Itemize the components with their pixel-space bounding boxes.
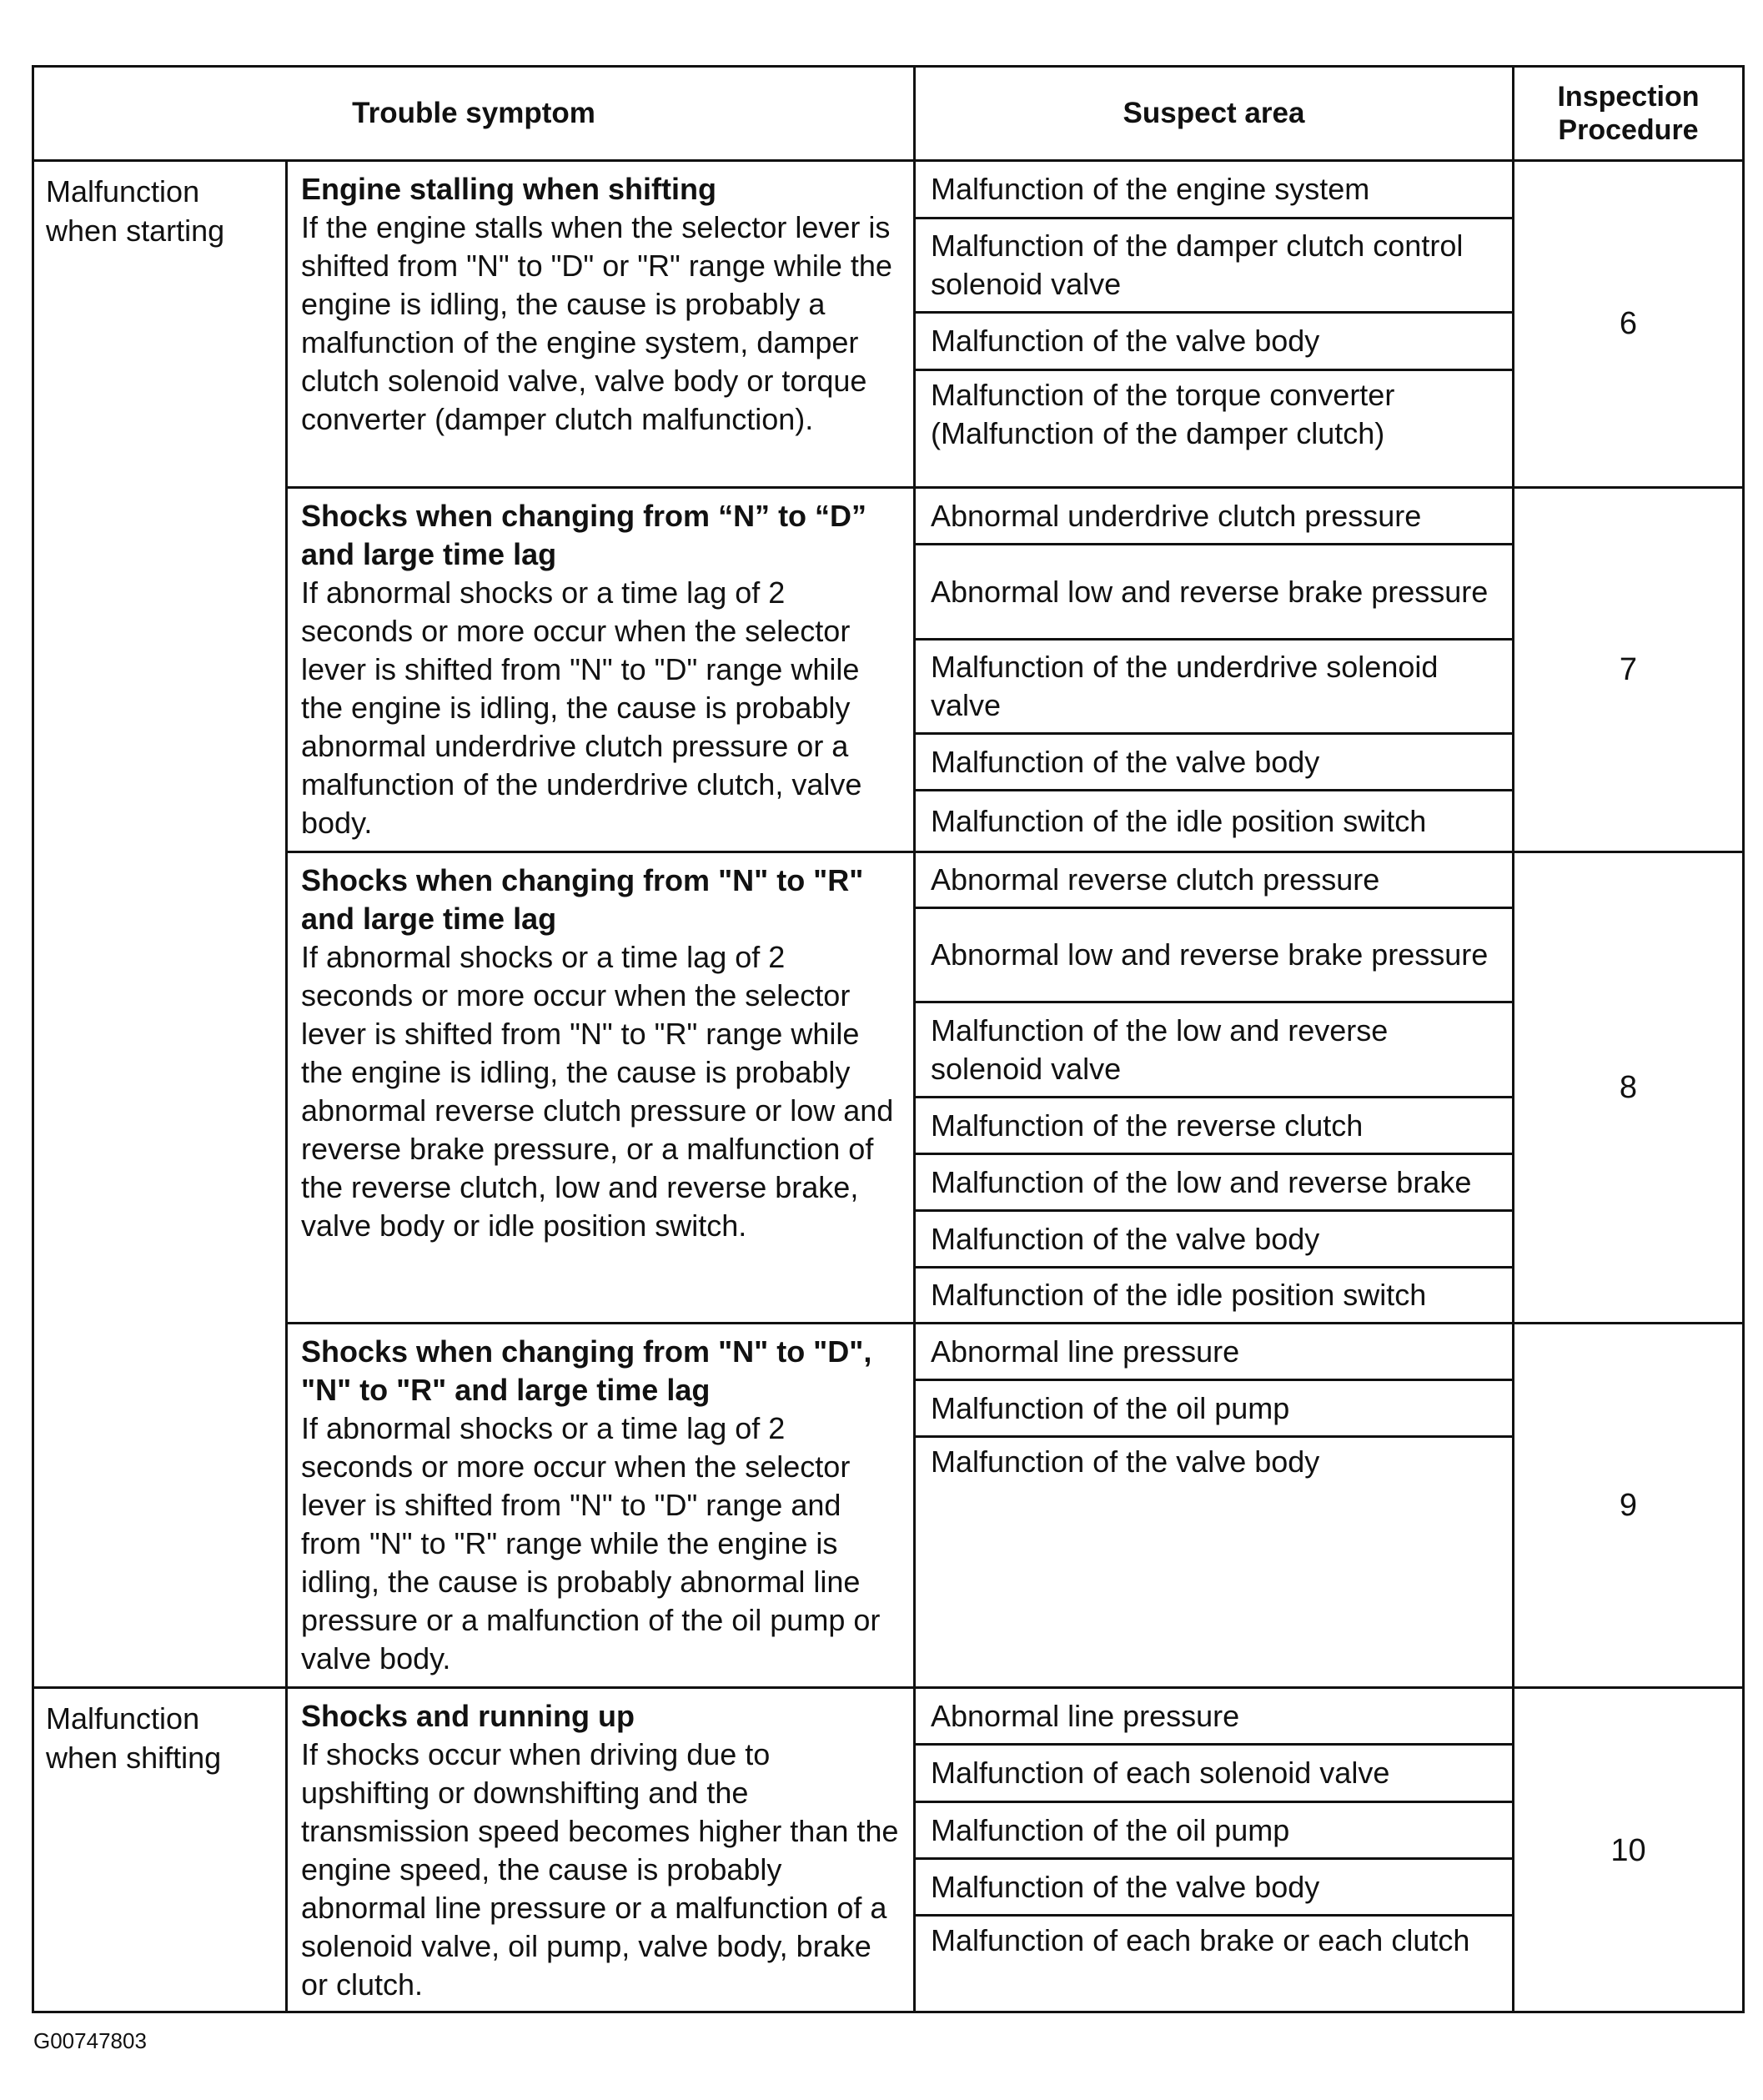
suspect-item: Malfunction of each brake or each clutch (931, 1923, 1470, 1957)
suspect-item: Malfunction of the oil pump (916, 1803, 1512, 1860)
symptom-title: Shocks and running up (301, 1699, 635, 1733)
symptom-description: If shocks occur when driving due to upshifting or downshifting and the transmission speed becomes higher than the engine speed, the cause is probably abnormal line pressure or a malfunction of a solenoid valve, oil pump, valve body, brake or clutch. (301, 1737, 899, 2002)
suspect-item: Malfunction of each solenoid valve (916, 1746, 1512, 1803)
symptom-cell (288, 162, 916, 489)
suspect-item: Malfunction of the oil pump (916, 1381, 1512, 1438)
symptom-cell (288, 489, 916, 853)
procedure-number: 9 (1514, 1324, 1742, 1689)
suspect-list (916, 162, 1514, 489)
symptom-description: If abnormal shocks or a time lag of 2 seconds or more occur when the selector lever is shifted from "N" to "D" range while the engine is idling, the cause is probably abnormal underdrive clutch pressure or a malfunction of the underdrive clutch, valve body. (301, 575, 862, 840)
suspect-item: Malfunction of the valve body (931, 1444, 1320, 1479)
suspect-item: Malfunction of the torque converter (Malfunction of the damper clutch) (931, 378, 1395, 450)
symptom-description: If abnormal shocks or a time lag of 2 seconds or more occur when the selector lever is shifted from "N" to "D" range and from "N" to "R" range while the engine is idling, the cause is probably abnormal line pressure or a malfunction of the oil pump or valve body. (301, 1411, 881, 1675)
header-trouble-symptom: Trouble symptom (34, 68, 916, 162)
suspect-item: Abnormal low and reverse brake pressure (916, 545, 1512, 641)
procedure-number: 7 (1514, 489, 1742, 853)
suspect-item: Abnormal low and reverse brake pressure (916, 909, 1512, 1003)
suspect-item: Malfunction of the valve body (916, 1860, 1512, 1917)
symptom-title: Shocks when changing from “N” to “D” and large time lag (301, 499, 867, 571)
suspect-item: Malfunction of the valve body (916, 735, 1512, 791)
suspect-list (916, 1324, 1514, 1689)
suspect-item: Malfunction of the damper clutch control solenoid valve (916, 219, 1512, 314)
troubleshooting-table (32, 65, 1745, 2013)
symptom-cell (288, 853, 916, 1324)
suspect-item: Malfunction of the low and reverse solenoid valve (916, 1003, 1512, 1098)
symptom-title: Shocks when changing from "N" to "R" and large time lag (301, 863, 864, 936)
procedure-number: 8 (1514, 853, 1742, 1324)
symptom-cell (288, 1689, 916, 2012)
suspect-item: Malfunction of the underdrive solenoid valve (916, 641, 1512, 735)
header-suspect-area: Suspect area (916, 68, 1514, 162)
suspect-item: Malfunction of the reverse clutch (916, 1098, 1512, 1155)
suspect-list (916, 853, 1514, 1324)
suspect-item: Malfunction of the idle position switch (931, 803, 1427, 838)
symptom-title: Shocks when changing from "N" to "D", "N" to "R" and large time lag (301, 1334, 872, 1407)
suspect-list (916, 1689, 1514, 2012)
suspect-item: Abnormal underdrive clutch pressure (916, 489, 1512, 545)
suspect-item: Malfunction of the valve body (916, 1212, 1512, 1269)
symptom-title: Engine stalling when shifting (301, 172, 717, 206)
symptom-description: If the engine stalls when the selector lever is shifted from "N" to "D" or "R" range while the engine is idling, the cause is probably a malfunction of the engine system, damper clutch solenoid valve, valve body or torque converter (damper clutch malfunction). (301, 210, 892, 436)
procedure-number: 6 (1514, 162, 1742, 489)
figure-id: G00747803 (33, 2028, 147, 2053)
suspect-item: Malfunction of the engine system (916, 162, 1512, 219)
suspect-item: Malfunction of the low and reverse brake (916, 1155, 1512, 1212)
category-shifting: Malfunction when shifting (34, 1689, 288, 2012)
suspect-item: Abnormal line pressure (916, 1324, 1512, 1381)
header-inspection-procedure: Inspection Procedure (1514, 68, 1742, 162)
suspect-item: Abnormal line pressure (916, 1689, 1512, 1746)
procedure-number: 10 (1610, 1832, 1646, 1868)
suspect-item: Abnormal reverse clutch pressure (916, 853, 1512, 909)
suspect-list (916, 489, 1514, 853)
symptom-description: If abnormal shocks or a time lag of 2 seconds or more occur when the selector lever is shifted from "N" to "R" range while the engine is idling, the cause is probably abnormal reverse clutch pressure or low and reverse brake pressure, or a malfunction of the reverse clutch, low and reverse brake, valve body or idle position switch. (301, 940, 894, 1243)
category-starting: Malfunction when starting (34, 162, 288, 1689)
suspect-item: Malfunction of the valve body (916, 314, 1512, 371)
symptom-cell (288, 1324, 916, 1689)
suspect-item: Malfunction of the idle position switch (931, 1278, 1427, 1312)
